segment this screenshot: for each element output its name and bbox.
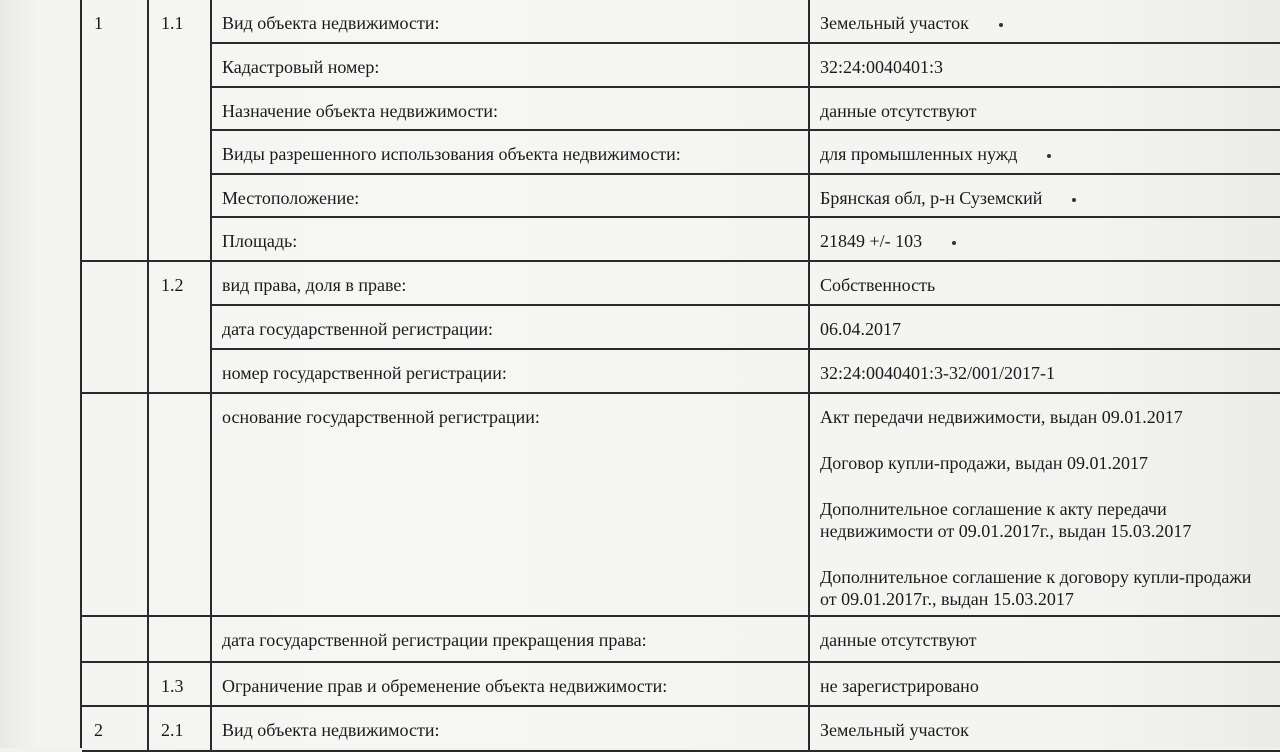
field-label: номер государственной регистрации: bbox=[212, 350, 810, 394]
pen-mark-icon bbox=[1072, 198, 1076, 202]
subsection-number-empty bbox=[149, 617, 212, 663]
subsection-number-empty bbox=[149, 394, 212, 617]
field-label: Виды разрешенного использования объекта недвижимости: bbox=[212, 131, 810, 175]
subsection-number: 2.1 bbox=[149, 707, 212, 752]
pen-mark-icon bbox=[999, 23, 1003, 27]
pen-mark-icon bbox=[952, 241, 956, 245]
field-label: Ограничение прав и обременение объекта недвижимости: bbox=[212, 663, 810, 707]
field-value-text: Земельный участок bbox=[820, 13, 969, 33]
field-value-paragraph: Дополнительное соглашение к договору купли-продажи от 09.01.2017г., выдан 15.03.2017 bbox=[820, 567, 1252, 609]
field-value bbox=[810, 175, 1280, 218]
field-value-text: 21849 +/- 103 bbox=[820, 231, 923, 251]
section-number-empty bbox=[82, 262, 149, 394]
subsection-number: 1.1 bbox=[149, 0, 212, 262]
field-value: 32:24:0040401:3 bbox=[810, 44, 1280, 88]
field-value bbox=[810, 131, 1280, 175]
field-value-text: для промышленных нужд bbox=[820, 144, 1018, 164]
field-label: Назначение объекта недвижимости: bbox=[212, 88, 810, 131]
subsection-number: 1.3 bbox=[149, 663, 212, 707]
field-label: Вид объекта недвижимости: bbox=[212, 707, 810, 752]
field-label: дата государственной регистрации: bbox=[212, 306, 810, 350]
field-value-list bbox=[810, 394, 1280, 617]
field-label: основание государственной регистрации: bbox=[212, 394, 810, 617]
field-value: Собственность bbox=[810, 262, 1280, 306]
pen-mark-icon bbox=[1047, 154, 1051, 158]
field-value: Земельный участок bbox=[810, 707, 1280, 752]
field-value bbox=[810, 0, 1280, 44]
section-number-empty bbox=[82, 663, 149, 707]
field-value-paragraph: Договор купли-продажи, выдан 09.01.2017 bbox=[820, 453, 1149, 473]
section-number: 2 bbox=[82, 707, 149, 752]
field-label: дата государственной регистрации прекращения права: bbox=[212, 617, 810, 663]
section-number: 1 bbox=[82, 0, 149, 262]
section-number-empty bbox=[82, 617, 149, 663]
field-value: данные отсутствуют bbox=[810, 88, 1280, 131]
field-value: 32:24:0040401:3-32/001/2017-1 bbox=[810, 350, 1280, 394]
field-value: 06.04.2017 bbox=[810, 306, 1280, 350]
field-value-text: Брянская обл, р-н Суземский bbox=[820, 188, 1043, 208]
subsection-number: 1.2 bbox=[149, 262, 212, 394]
field-value bbox=[810, 218, 1280, 262]
field-value-paragraph: Дополнительное соглашение к акту передачи недвижимости от 09.01.2017г., выдан 15.03.2017 bbox=[820, 499, 1192, 541]
field-label: Площадь: bbox=[212, 218, 810, 262]
section-number-empty bbox=[82, 394, 149, 617]
field-label: Кадастровый номер: bbox=[212, 44, 810, 88]
field-label: Вид объекта недвижимости: bbox=[212, 0, 810, 44]
field-value: данные отсутствуют bbox=[810, 617, 1280, 663]
field-label: вид права, доля в праве: bbox=[212, 262, 810, 306]
field-value: не зарегистрировано bbox=[810, 663, 1280, 707]
field-value-paragraph: Акт передачи недвижимости, выдан 09.01.2017 bbox=[820, 407, 1183, 427]
field-label: Местоположение: bbox=[212, 175, 810, 218]
registry-table bbox=[80, 0, 1280, 748]
